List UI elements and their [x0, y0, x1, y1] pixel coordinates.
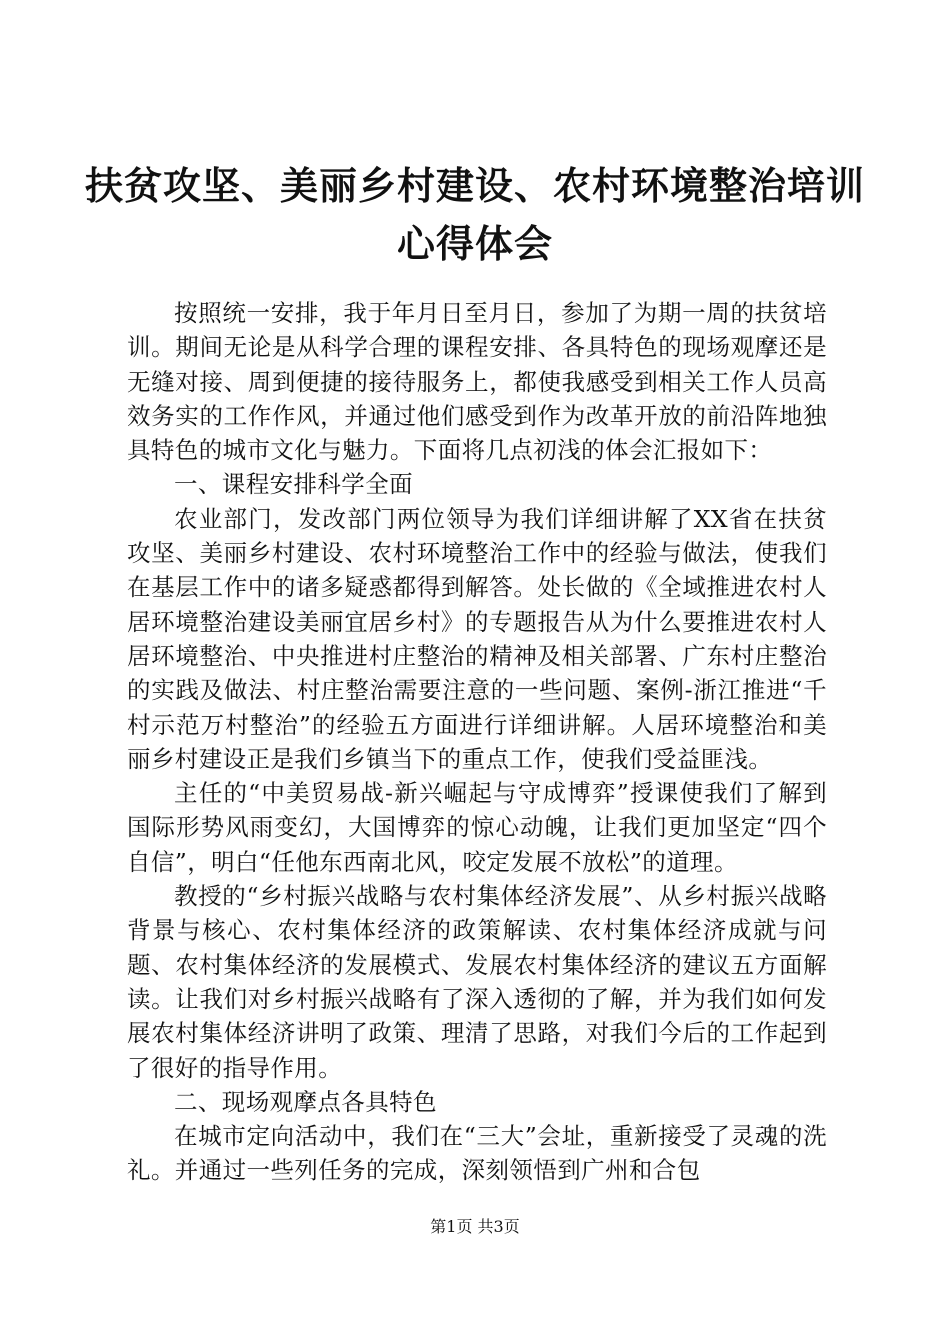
paragraph-city-orienteering: 在城市定向活动中，我们在“三大”会址，重新接受了灵魂的洗礼。并通过一些列任务的完成，深刻领悟到广州和合包 [127, 1122, 827, 1185]
page-number-footer: 第1页 共3页 [430, 1217, 520, 1236]
paragraph-trade-war: 主任的“中美贸易战-新兴崛起与守成博弈”授课使我们了解到国际形势风雨变幻，大国博弈的惊心动魄，让我们更加坚定“四个自信”，明白“任他东西南北风，咬定发展不放松”的道理。 [127, 779, 827, 876]
paragraph-intro: 按照统一安排，我于年月日至月日，参加了为期一周的扶贫培训。期间无论是从科学合理的课程安排、各具特色的现场观摩还是无缝对接、周到便捷的接待服务上，都使我感受到相关工作人员高效务实的工作作风，并通过他们感受到作为改革开放的前沿阵地独具特色的城市文化与魅力。下面将几点初浅的体会汇报如下： [127, 299, 827, 465]
paragraph-course: 农业部门，发改部门两位领导为我们详细讲解了XX省在扶贫攻坚、美丽乡村建设、农村环境整治工作中的经验与做法，使我们在基层工作中的诸多疑惑都得到解答。处长做的《全域推进农村人居环境整治建设美丽宜居乡村》的专题报告从为什么要推进农村人居环境整治、中央推进村庄整治的精神及相关部署、广东村庄整治的实践及做法、村庄整治需要注意的一些问题、案例-浙江推进“千村示范万村整治”的经验五方面进行详细讲解。人居环境整治和美丽乡村建设正是我们乡镇当下的重点工作，使我们受益匪浅。 [127, 504, 827, 773]
section-heading-2: 二、现场观摩点各具特色 [174, 1087, 437, 1116]
document-title-line-1: 扶贫攻坚、美丽乡村建设、农村环境整治培训 [84, 163, 865, 208]
paragraph-rural-revitalization: 教授的“乡村振兴战略与农村集体经济发展”、从乡村振兴战略背景与核心、农村集体经济的政策解读、农村集体经济成就与问题、农村集体经济的发展模式、发展农村集体经济的建议五方面解读。让我们对乡村振兴战略有了深入透彻的了解，并为我们如何发展农村集体经济讲明了政策、理清了思路，对我们今后的工作起到了很好的指导作用。 [127, 882, 827, 1082]
document-body [127, 296, 827, 1188]
document-title-line-2: 心得体会 [396, 221, 553, 266]
section-heading-1: 一、课程安排科学全面 [174, 470, 413, 499]
